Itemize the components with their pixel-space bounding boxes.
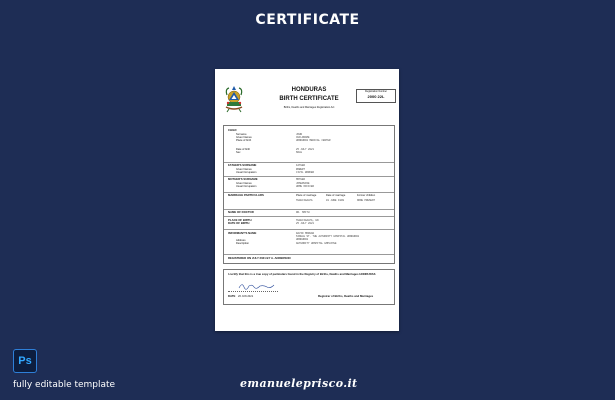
informant-description-value: AUTHORITY HOSPITAL EMPLOYEE [296, 242, 337, 245]
page-title: CERTIFICATE [255, 12, 360, 28]
child-place-value: HONDURAS MEDICAL CENTER [296, 139, 331, 142]
divider [224, 216, 394, 217]
place-of-birth-value: TEGUCIGALPA, HN [296, 219, 319, 222]
father-name-label: Given Names [236, 168, 252, 171]
father-name-value: ROBERT [296, 168, 306, 171]
registered-line: REGISTERED ON JULY 2021 BY A. ANDERSON [228, 256, 291, 260]
registrar-label: Registrar of Births, Deaths and Marriages [318, 294, 374, 298]
registration-number: 2000 22L [367, 93, 385, 99]
marriage-children-header: Former children [357, 194, 376, 197]
details-section [223, 125, 395, 264]
date-of-birth-value: 25 JULY 2021 [296, 222, 315, 225]
mother-heading: MOTHER'S SURNAME [228, 177, 258, 181]
marriage-heading: MARRIAGE PARTICULARS [228, 193, 264, 197]
marriage-children-value: NONE PRESENT [357, 199, 376, 202]
marriage-date-value: 01 JUNE 1999 [326, 199, 345, 202]
certification-section [223, 269, 395, 305]
informant-name-value: DAVID MORGAN [296, 232, 315, 235]
footer-website[interactable]: emanueleprisco.it [240, 377, 358, 390]
mother-surname-value: MOTHER [296, 178, 306, 181]
child-given-names-label: Given Names [236, 136, 252, 139]
father-surname-value: FATHER [296, 164, 306, 167]
marriage-place-header: Place of marriage [296, 194, 317, 197]
marriage-place-value: TEGUCIGALPA [296, 199, 313, 202]
divider [224, 229, 394, 230]
informant-heading: INFORMANT'S NAME [228, 231, 257, 235]
father-occupation-value: CIVIL WORKER [296, 171, 315, 174]
informant-description-label: Description [236, 242, 249, 245]
father-heading: FATHER'S SURNAME [228, 163, 257, 167]
honduras-coat-of-arms-icon [223, 85, 245, 113]
informant-address-value: SINGLE ST. THE AUTHORITY HOSPITAL HONDURAS [296, 235, 360, 238]
child-given-names-value: CHILDNAME [296, 136, 310, 139]
mother-name-label: Given Names [236, 182, 252, 185]
marriage-date-header: Date of marriage [326, 194, 346, 197]
child-surname-value: JOHN [296, 133, 303, 136]
child-sex-label: Sex [236, 151, 241, 154]
mother-occupation-label: Usual Occupation [236, 185, 257, 188]
country-heading: HONDURAS [291, 87, 327, 93]
child-heading: CHILD [228, 128, 237, 132]
divider [224, 254, 394, 255]
doctor-label: NAME OF DOCTOR [228, 210, 254, 214]
registration-box [356, 89, 396, 103]
certificate-document [215, 69, 399, 331]
registration-label: Registration Number [365, 90, 387, 93]
father-occupation-label: Usual Occupation [236, 171, 257, 174]
footer-editable-text: fully editable template [13, 380, 116, 390]
photoshop-logo-icon: Ps [13, 349, 37, 373]
certificate-subtitle: Births, Deaths and Marriages Registration Act [283, 106, 335, 110]
child-place-label: Place of birth [236, 139, 252, 142]
mother-occupation-value: HOME OFFICER [296, 185, 315, 188]
certify-text: I certify that this is a true copy of particulars found in the Registry of Births, Deaths and Marriages HONDURAS [228, 272, 376, 276]
doctor-value: DR. SMITH [296, 211, 310, 214]
date-label: DATE [228, 294, 236, 298]
informant-address-value-2: HONDURAS [296, 238, 309, 241]
child-surname-label: Surname [236, 133, 247, 136]
signature-text [238, 282, 278, 290]
child-sex-value: MALE [296, 151, 303, 154]
date-value: 26 JUN 2021 [238, 295, 254, 298]
date-of-birth-label: DATE OF BIRTH [228, 221, 250, 225]
child-date-label: Date of birth [236, 148, 251, 151]
child-date-value: 25 JULY 2021 [296, 148, 315, 151]
place-of-birth-label: PLACE OF BIRTH [228, 218, 252, 222]
informant-address-label: Address [236, 239, 246, 242]
certificate-title: BIRTH CERTIFICATE [279, 96, 339, 103]
mother-name-value: JOSEPHINE [296, 182, 310, 185]
signature-line [228, 291, 278, 292]
